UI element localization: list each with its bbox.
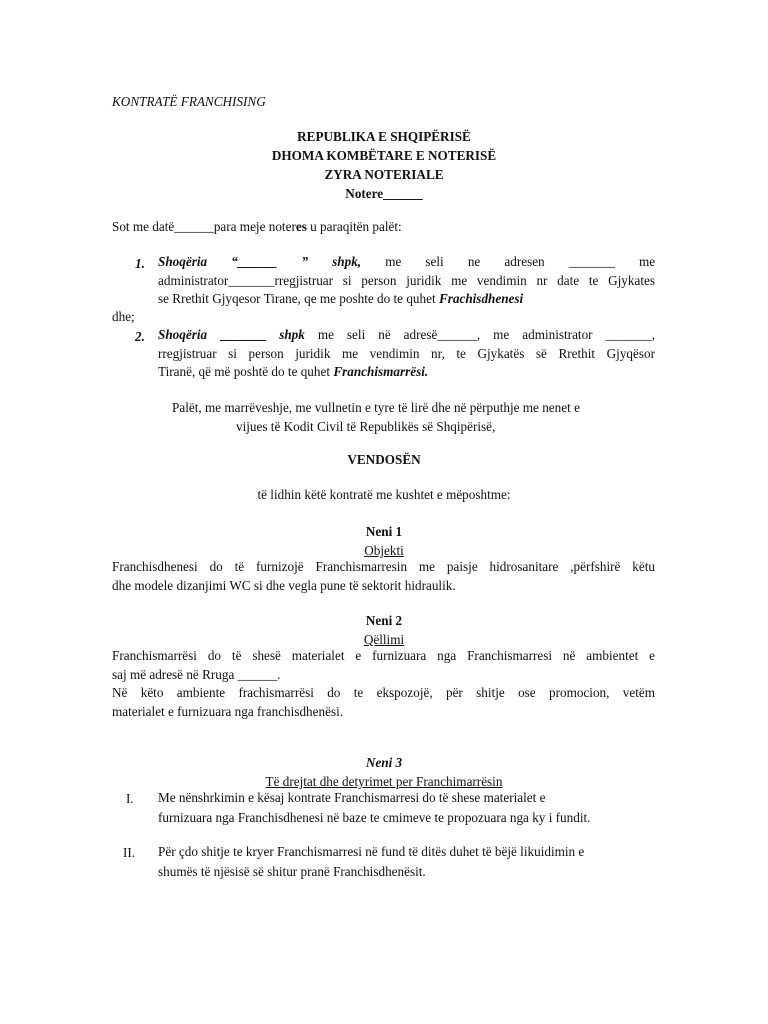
party1-line3: se Rrethit Gjyqesor Tirane, qe me poshte do te quhet Frachisdhenesi <box>158 291 524 306</box>
article3-item1-number: I. <box>126 791 134 806</box>
header-line-chamber: DHOMA KOMBËTARE E NOTERISË <box>271 148 497 163</box>
decided-heading: VENDOSËN <box>347 452 421 467</box>
party2-line2: rregjistruar si person juridik me vendimin nr, te Gjykatës së Rrethit Gjyqësor <box>158 345 655 361</box>
header-line-republic: REPUBLIKA E SHQIPËRISË <box>297 129 471 144</box>
article3-item2-number: II. <box>123 845 136 860</box>
intro-paragraph: Sot me datë______para meje noteres u paraqitën palët: <box>112 219 402 234</box>
article1-body: Franchisdhenesi do të furnizojë Franchismarresin me paisje hidrosanitare ,përfshirë këtu dhe modele dizanjimi WC si dhe vegla pune të sektorit hidraulik. <box>112 559 655 593</box>
party2-line3: Tiranë, që më poshtë do te quhet Franchismarrësi. <box>158 364 429 379</box>
header-line-office: ZYRA NOTERIALE <box>324 167 444 182</box>
article3-item1-text: Me nënshrkimin e kësaj kontrate Franchismarresi do të shese materialet e furnizuara nga Franchisdhenesi në baze te cmimeve te propozuara nga ky i fundit. <box>158 790 591 825</box>
article2-body: Franchismarrësi do të shesë materialet e furnizuara nga Franchismarresi në ambientet e saj më adresë në Rruga ______. Në këto ambiente frachismarrësi do te ekspozojë, për shitje ose promocion, vetëm materialet e furnizuara nga franchisdhenësi. <box>112 648 655 719</box>
decided-subtitle: të lidhin këtë kontratë me kushtet e mëposhtme: <box>257 487 511 502</box>
party2-line1: Shoqëria _______ shpk me seli në adresë______, me administrator _______, <box>158 327 655 342</box>
party1-line1: Shoqëria “______ ” shpk, me seli ne adresen _______ me <box>158 254 656 269</box>
party1-number: 1. <box>135 256 145 271</box>
article1-heading: Neni 1 Objekti <box>364 524 404 558</box>
header-line-notary: Notere______ <box>345 186 423 201</box>
conjunction-dhe: dhe; <box>112 309 135 324</box>
article2-heading: Neni 2 Qëllimi <box>363 613 405 647</box>
article3-heading: Neni 3 Të drejtat dhe detyrimet per Franchimarrësin <box>265 755 503 789</box>
party2-number: 2. <box>135 329 145 344</box>
notary-header <box>184 127 584 203</box>
party2-role: Franchismarrësi. <box>333 364 429 379</box>
agreement-paragraph: Palët, me marrëveshje, me vullnetin e tyre të lirë dhe në përputhje me nenet e vijues të Kodit Civil të Republikës së Shqipërisë, <box>172 400 580 434</box>
party1-line2: administrator_______rregjistruar si person juridik me vendimin nr date te Gjykates <box>158 272 655 288</box>
document-title: KONTRATË FRANCHISING <box>112 94 266 109</box>
article3-item2-text: Për çdo shitje te kryer Franchismarresi në fund të ditës duhet të bëjë likuidimin e shumës të njësisë së shitur pranë Franchisdhenësit. <box>158 844 585 879</box>
party1-role: Frachisdhenesi <box>438 291 524 306</box>
party2-paragraph <box>158 326 655 382</box>
party1-paragraph <box>158 253 655 309</box>
